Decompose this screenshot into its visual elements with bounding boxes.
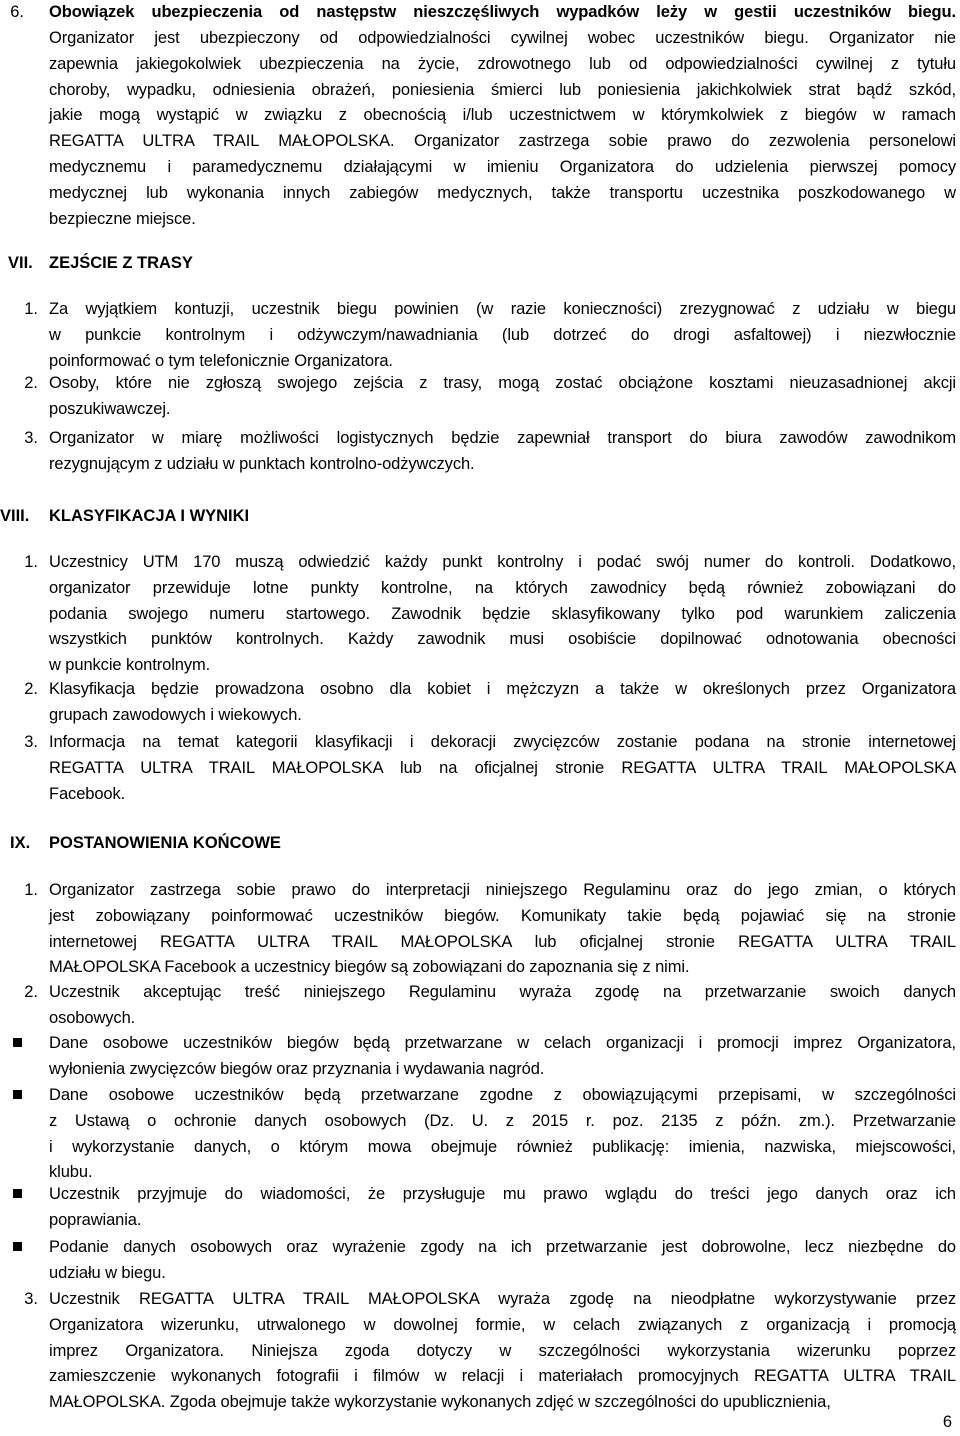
section-numeral: VIII. (0, 507, 30, 525)
bullet-line: udziału w biegu. (49, 1263, 166, 1282)
list-item-line: Organizatora wizerunku, utrwalonego w dowolnej formie, w celach związanych z organizacją i promocją (49, 1315, 956, 1334)
item6-line: bezpieczne miejsce. (49, 209, 196, 228)
section-numeral: VII. (8, 254, 33, 272)
item6-line: REGATTA ULTRA TRAIL MAŁOPOLSKA. Organizator zastrzega sobie prawo do zezwolenia personelowi (49, 132, 956, 151)
item-number: 1. (24, 553, 38, 571)
bullet-line: Dane osobowe uczestników będą przetwarzane zgodne z obowiązującymi przepisami, w szczególności (49, 1086, 956, 1104)
list-item-line: Organizator w miarę możliwości logistycznych będzie zapewniał transport do biura zawodów zawodnikom (49, 429, 956, 447)
list-item-line: organizator przewiduje lotne punkty kontrolne, na których zawodnicy będą również zobowiązani do (49, 578, 956, 597)
item6-line: medycznej lub wykonania innych zabiegów medycznych, także transportu uczestnika poszkodowanego w (49, 183, 956, 202)
item6-line-1: Obowiązek ubezpieczenia od następstw nieszczęśliwych wypadków leży w gestii uczestników biegu. (49, 3, 956, 21)
list-item-line: REGATTA ULTRA TRAIL MAŁOPOLSKA lub na oficjalnej stronie REGATTA ULTRA TRAIL MAŁOPOLSKA (49, 758, 956, 777)
list-item-line: Klasyfikacja będzie prowadzona osobno dla kobiet i mężczyzn a także w określonych przez Organizatora (49, 680, 956, 698)
item-number: 3. (24, 733, 38, 751)
list-item-line: poinformować o tym telefonicznie Organizatora. (49, 351, 393, 370)
bullet-icon (13, 1090, 22, 1099)
list-item-line: Facebook. (49, 784, 126, 803)
list-item-line: Informacja na temat kategorii klasyfikacji i dekoracji zwycięzców zostanie podana na stronie internetowej (49, 733, 956, 751)
list-item-line: w punkcie kontrolnym i odżywczym/nawadniania (lub dotrzeć do drogi asfaltowej) i niezwłocznie (49, 325, 956, 344)
section-title: KLASYFIKACJA I WYNIKI (49, 507, 250, 525)
list-item-line: imprez Organizatora. Niniejsza zgoda dotyczy w szczególności wykorzystania wizerunku poprzez (49, 1341, 956, 1360)
bullet-line: z Ustawą o ochronie danych osobowych (Dz. U. z 2015 r. poz. 2135 z późn. zm.). Przetwarzanie (49, 1111, 956, 1130)
item6-line: choroby, wypadku, odniesienia obrażeń, poniesienia śmierci lub poniesienia jakichkolwiek strat bądź szkód, (49, 80, 956, 99)
list-item-line: podania swojego numeru startowego. Zawodnik będzie sklasyfikowany tylko pod warunkiem zaliczenia (49, 604, 956, 623)
list-item-line: Uczestnik akceptując treść niniejszego Regulaminu wyraża zgodę na przetwarzanie swoich danych (49, 983, 956, 1001)
list-item-line: Organizator zastrzega sobie prawo do interpretacji niniejszego Regulaminu oraz do jego zmian, o których (49, 881, 956, 899)
bullet-line: i wykorzystanie danych, o którym mowa obejmuje również publikację: imienia, nazwiska, miejscowości, (49, 1137, 956, 1156)
item-number: 3. (24, 1290, 38, 1308)
list-item-line: internetowej REGATTA ULTRA TRAIL MAŁOPOLSKA lub oficjalnej stronie REGATTA ULTRA TRAIL (49, 932, 956, 951)
bullet-line: poprawiania. (49, 1210, 142, 1229)
item-number: 6. (10, 3, 24, 21)
bullet-line: Podanie danych osobowych oraz wyrażenie zgody na ich przetwarzanie jest dobrowolne, lecz niezbędne do (49, 1238, 956, 1256)
section-title: POSTANOWIENIA KOŃCOWE (49, 834, 281, 852)
item-number: 2. (24, 374, 38, 392)
list-item-line: wszystkich punktów kontrolnych. Każdy zawodnik musi osobiście dopilnować odnotowania obecności (49, 630, 956, 649)
bullet-line: Dane osobowe uczestników biegów będą przetwarzane w celach organizacji i promocji imprez Organizatora, (49, 1034, 956, 1052)
item6-line: Organizator jest ubezpieczony od odpowiedzialności cywilnej wobec uczestników biegu. Organizator nie (49, 29, 956, 47)
list-item-line: MAŁOPOLSKA Facebook a uczestnicy biegów są zobowiązani do zapoznania się z nimi. (49, 958, 690, 977)
item-number: 2. (24, 983, 38, 1001)
item-number: 1. (24, 300, 38, 318)
list-item-line: MAŁOPOLSKA. Zgoda obejmuje także wykorzystanie wykonanych zdjęć w szczególności do upublicznienia, (49, 1393, 831, 1412)
section-title: ZEJŚCIE Z TRASY (49, 254, 193, 272)
list-item-line: w punkcie kontrolnym. (49, 656, 211, 675)
item6-line: medycznemu i paramedycznemu działającymi w imieniu Organizatora do udzielenia pierwszej pomocy (49, 158, 956, 176)
item-number: 1. (24, 881, 38, 899)
list-item-line: Osoby, które nie zgłoszą swojego zejścia z trasy, mogą zostać obciążone kosztami nieuzasadnionej akcji (49, 374, 956, 392)
list-item-line: rezygnującym z udziału w punktach kontrolno-odżywczych. (49, 454, 475, 473)
item6-line: zapewnia jakiegokolwiek ubezpieczenia na życie, zdrowotnego lub od odpowiedzialności cywilnej z tytułu (49, 54, 956, 73)
item6-line: jakie mogą wystąpić w związku z obecnością i/lub uczestnictwem w którymkolwiek z biegów w ramach (49, 106, 956, 125)
list-item-line: Uczestnik REGATTA ULTRA TRAIL MAŁOPOLSKA wyraża zgodę na nieodpłatne wykorzystywanie przez (49, 1290, 956, 1308)
list-item-line: poszukiwawczej. (49, 399, 171, 418)
bullet-line: Uczestnik przyjmuje do wiadomości, że przysługuje mu prawo wglądu do treści jego danych oraz ich (49, 1185, 956, 1203)
bullet-icon (13, 1189, 22, 1198)
list-item-line: grupach zawodowych i wiekowych. (49, 705, 302, 724)
item-number: 2. (24, 680, 38, 698)
list-item-line: Uczestnicy UTM 170 muszą odwiedzić każdy punkt kontrolny i podać swój numer do kontroli. Dodatkowo, (49, 553, 956, 571)
list-item-line: osobowych. (49, 1008, 136, 1027)
bullet-line: wyłonienia zwycięzców biegów oraz przyznania i wydawania nagród. (49, 1059, 545, 1078)
list-item-line: zamieszczenie wykonanych fotografii i filmów w relacji i materiałach promocyjnych REGATTA ULTRA TRAIL (49, 1367, 956, 1386)
bullet-line: klubu. (49, 1163, 93, 1182)
list-item-line: jest zobowiązany poinformować uczestników biegów. Komunikaty takie będą pojawiać się na stronie (49, 906, 956, 925)
bullet-icon (13, 1038, 22, 1047)
list-item-line: Za wyjątkiem kontuzji, uczestnik biegu powinien (w razie konieczności) zrezygnować z udziału w biegu (49, 300, 956, 318)
bullet-icon (13, 1242, 22, 1251)
item-number: 3. (24, 429, 38, 447)
page-number: 6 (942, 1413, 952, 1431)
section-numeral: IX. (10, 834, 31, 852)
